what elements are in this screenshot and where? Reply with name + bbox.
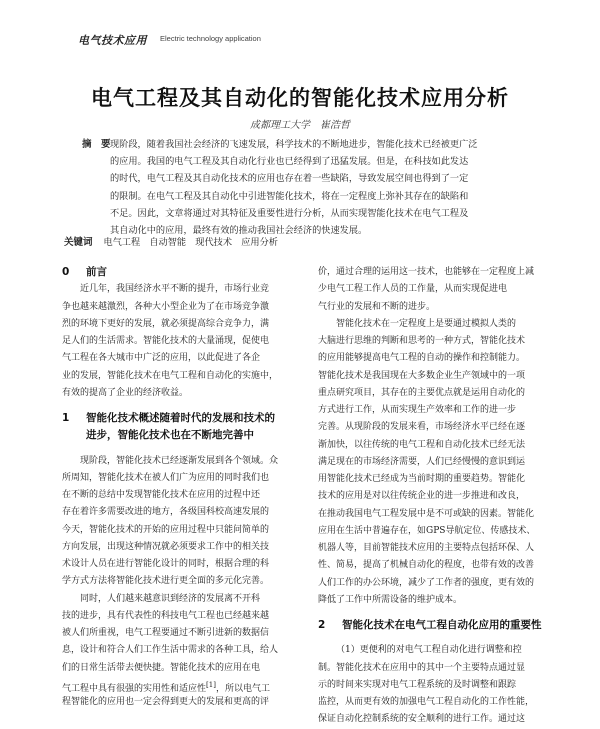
paragraph-line: 所周知，智能化技术在被人们广为应用的同时我们也 bbox=[62, 472, 270, 483]
paragraph-line: 渐加快，以往传统的电气工程和自动化技术已经无法 bbox=[318, 439, 526, 450]
paragraph-line: 程智能化的应用也一定会得到更大的发展和更高的评 bbox=[62, 697, 270, 707]
abstract-label: 摘 要 bbox=[82, 139, 111, 150]
paragraph-line: 制。智能化技术在应用中的其中一个主要特点通过显 bbox=[318, 662, 526, 673]
paragraph-line: 智能化技术是我国现在大多数企业生产领域中的一项 bbox=[318, 370, 526, 381]
paragraph-text: ，所以电气工 bbox=[215, 683, 270, 694]
paragraph-line: 们的日常生活带去便快捷。智能化技术的应用在电 bbox=[62, 662, 261, 673]
abstract-line: 其自动化中的应用，最终有效的推动我国社会经济的快速发展。 bbox=[110, 225, 368, 237]
paragraph-line: 监控，从而更有效的加强电气工程自动化的工作性能， bbox=[318, 697, 535, 707]
paragraph-line: 有效的提高了企业的经济收益。 bbox=[62, 387, 189, 398]
paragraph-line: 在不断的总结中发现智能化技术在应用的过程中还 bbox=[62, 490, 261, 500]
paragraph-line: 烈的环境下更好的发展，就必须提高综合竞争力，满 bbox=[62, 318, 270, 329]
paragraph-text: 气工程中具有很强的实用性和适应性 bbox=[62, 683, 207, 694]
paragraph-line: 大脑进行思维的判断和思考的一种方式，智能化技术 bbox=[318, 336, 526, 346]
paragraph-line: 智能化技术在一定程度上是要通过模拟人类的 bbox=[336, 318, 517, 329]
section-title-continued: 进步，智能化技术也在不断地完善中 bbox=[86, 429, 254, 442]
paragraph-line: 重点研究项目，其存在的主要优点就是运用自动化的 bbox=[318, 387, 526, 398]
paragraph-line: 人们工作的办公环境，减少了工作者的强度，更有效的 bbox=[318, 577, 535, 588]
paragraph-line: 完善。从现阶段的发展来看，市场经济水平已经在逐 bbox=[318, 422, 526, 433]
paragraph-line: 被人们所重视，电气工程要通过不断引进新的数据信 bbox=[62, 628, 270, 638]
paragraph-line: 的应用能够提高电气工程的自动的操作和控制能力。 bbox=[318, 353, 526, 364]
section-number: 0 bbox=[62, 266, 70, 278]
abstract-body bbox=[64, 136, 550, 239]
paragraph-line: 满足现在的市场经济需要，人们已经慢慢的意识到运 bbox=[318, 456, 526, 467]
paragraph-line: （1）更便利的对电气工程自动化进行调整和控 bbox=[336, 645, 522, 656]
paragraph-line: 应用在生活中普遍存在，如GPS导航定位、传感技术、 bbox=[318, 525, 536, 536]
paragraph-line: 技的进步，具有代表性的科技电气工程也已经越来越 bbox=[62, 610, 270, 621]
paragraph-line: 争也越来越激烈，各种大小型企业为了在市场竞争激 bbox=[62, 301, 270, 312]
paper-author: 成都理工大学 崔浩哲 bbox=[250, 120, 350, 131]
abstract-line: 的应用。我国的电气工程及其自动化行业也已经得到了迅猛发展。但是，在科技如此发达 bbox=[110, 156, 469, 168]
section-title: 智能化技术在电气工程自动化应用的重要性 bbox=[342, 619, 542, 631]
paragraph-line: 技术的应用是对以往传统企业的进一步推进和改良， bbox=[318, 491, 526, 502]
section-title: 前言 bbox=[86, 266, 107, 278]
paragraph-line: 同时，人们越来越意识到经济的发展离不开科 bbox=[80, 593, 261, 604]
citation[interactable]: [1] bbox=[206, 680, 216, 689]
paragraph-line: 息，设计和符合人们工作生活中需求的各种工具，给人 bbox=[62, 645, 279, 656]
paragraph-line: 方向发展，出现这种情况就必须要求工作中的相关技 bbox=[62, 541, 270, 552]
section-heading-0 bbox=[62, 264, 288, 281]
section-title: 智能化技术概述随着时代的发展和技术的 bbox=[86, 412, 275, 424]
paragraph-line: 性、简易，提高了机械自动化的程度，也带有效的改善 bbox=[318, 560, 535, 571]
paragraph-line: 气行业的发展和不断的进步。 bbox=[318, 301, 436, 312]
paragraph-line: 近几年，我国经济水平不断的提升，市场行业竞 bbox=[80, 284, 270, 295]
journal-subtitle: Electric technology application bbox=[160, 34, 261, 43]
paragraph-line-with-citation bbox=[62, 677, 288, 694]
paragraph-line: 方式进行工作，从而实现生产效率和工作的进一步 bbox=[318, 405, 517, 415]
abstract-line: 的限制。在电气工程及其自动化中引进智能化技术，将在一定程度上弥补其存在的缺陷和 bbox=[110, 190, 469, 202]
paragraph-line: 用智能化技术已经成为当前时期的重要趋势。智能化 bbox=[318, 474, 526, 484]
paragraph-line: 在推动我国电气工程发展中是不可或缺的因素。智能化 bbox=[318, 508, 535, 519]
journal-name: 电气技术应用 bbox=[78, 34, 147, 47]
keywords bbox=[64, 234, 550, 248]
paragraph-line: 存在着许多需要改进的地方，各级国科校高速发展的 bbox=[62, 507, 270, 518]
paragraph-line: 保证自动化控制系统的安全顺利的进行工作。通过这 bbox=[318, 714, 526, 725]
journal-header bbox=[78, 32, 558, 48]
paragraph-line: 今天，智能化技术的开始的应用过程中只能问简单的 bbox=[62, 524, 270, 535]
section-number: 2 bbox=[318, 619, 326, 631]
left-column bbox=[62, 264, 288, 711]
abstract bbox=[64, 136, 550, 239]
paragraph-line: 示的时间来实现对电气工程系统的及时调整和跟踪 bbox=[318, 679, 517, 690]
paragraph-line: 业的发展，智能化技术在电气工程和自动化的实施中， bbox=[62, 370, 279, 381]
paragraph-line: 足人们的生活需求。智能化技术的大量涌现，促使电 bbox=[62, 336, 270, 346]
section-number: 1 bbox=[62, 412, 70, 424]
right-column bbox=[318, 264, 544, 729]
abstract-line: 现阶段，随着我国社会经济的飞速发展，科学技术的不断地进步，智能化技术已经被更广泛 bbox=[110, 139, 478, 150]
paragraph-line: 气工程在各大城市中广泛的应用，以此促进了各企 bbox=[62, 353, 261, 364]
paragraph-line: 降低了工作中所需设备的维护成本。 bbox=[318, 594, 463, 605]
section-heading-1 bbox=[62, 410, 288, 427]
paper-title: 电气工程及其自动化的智能化技术应用分析 bbox=[91, 86, 509, 110]
section-heading-2 bbox=[318, 617, 544, 634]
paragraph-line: 学方式方法将智能化技术进行更全面的多元化完善。 bbox=[62, 576, 270, 587]
paragraph-line: 价，通过合理的运用这一技术，也能够在一定程度上减 bbox=[318, 267, 535, 277]
paragraph-line: 少电气工程工作人员的工作量，从而实现促进电 bbox=[318, 284, 508, 295]
abstract-line: 不足。因此，文章将通过对其特征及重要性进行分析，从而实现智能化技术在电气工程及 bbox=[110, 207, 469, 219]
paragraph-line: 机器人等，目前智能技术应用的主要特点包括环保、人 bbox=[318, 543, 535, 553]
keywords-label: 关键词 bbox=[64, 237, 93, 248]
keywords-text: 电气工程 自动智能 现代技术 应用分析 bbox=[103, 237, 278, 248]
paragraph-line: 术设计人员在进行智能化设计的同时，根据合理的科 bbox=[62, 559, 270, 569]
abstract-line: 的时代，电气工程及其自动化技术的应用也存在着一些缺陷，导致发展空间也得到了一定 bbox=[110, 173, 469, 185]
paragraph-line: 现阶段，智能化技术已经逐渐发展到各个领域。众 bbox=[80, 455, 279, 466]
